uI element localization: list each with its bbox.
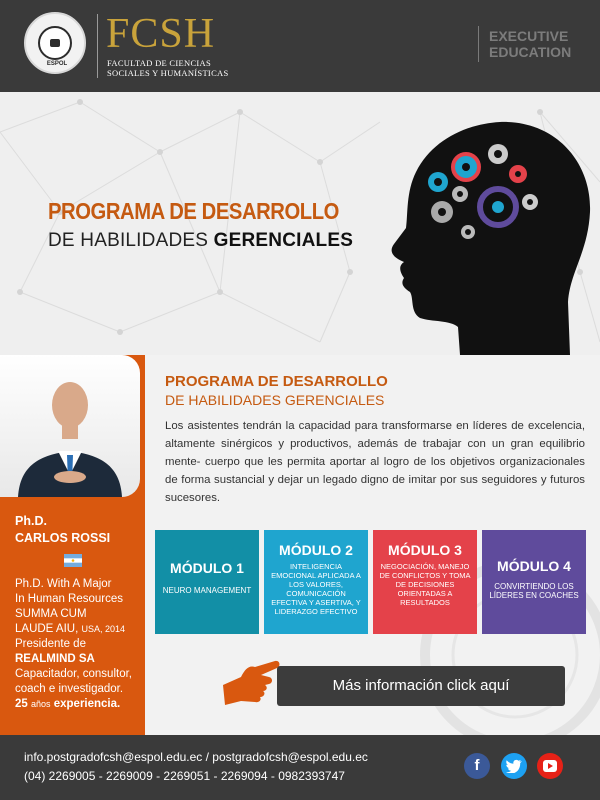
module-2-card[interactable]: [264, 530, 368, 634]
bio-experience: experiencia.: [53, 698, 121, 710]
module-description: NEGOCIACIÓN, MANEJO DE CONFLICTOS Y TOMA DE DECISIONES ORIENTADAS A RESULTADOS: [379, 562, 471, 607]
seal-text: ESPOL: [46, 61, 68, 67]
header-divider: [97, 14, 98, 78]
executive-line1: EXECUTIVE: [489, 28, 569, 44]
bio-line: [15, 652, 143, 667]
argentina-flag-icon: [64, 554, 82, 567]
facebook-icon[interactable]: f: [464, 753, 490, 779]
module-4-card[interactable]: [482, 530, 586, 634]
bio-line: Ph.D. With A Major: [15, 578, 112, 590]
executive-education-label: [489, 28, 571, 60]
bio-company: REALMIND SA: [15, 653, 95, 665]
bio-line: [15, 697, 143, 712]
youtube-icon[interactable]: [537, 753, 563, 779]
module-title: MÓDULO 3: [388, 542, 462, 558]
espol-seal-logo: [24, 12, 86, 74]
hero-title-plain: DE HABILIDADES: [48, 230, 209, 251]
bio-line-part-small: USA, 2014: [81, 624, 126, 634]
faculty-subtitle-line1: FACULTAD DE CIENCIAS: [107, 58, 212, 68]
bio-years: 25: [15, 698, 28, 710]
bio-years-label: años: [31, 699, 51, 709]
hero-title-bold: GERENCIALES: [213, 230, 354, 251]
faculty-subtitle-line2: SOCIALES Y HUMANÍSTICAS: [107, 68, 229, 78]
youtube-play-glyph: [543, 760, 557, 772]
module-description: INTELIGENCIA EMOCIONAL APLICADA A LOS VALORES, COMUNICACIÓN EFECTIVA Y ASERTIVA, Y LIDERAZGO EFECTIVO: [271, 562, 361, 616]
speaker-bio: [15, 577, 143, 712]
faculty-subtitle: [107, 58, 229, 78]
module-title: MÓDULO 2: [279, 542, 353, 558]
bio-line: [15, 622, 143, 637]
speaker-portrait: [0, 355, 140, 497]
twitter-bird-glyph: [506, 759, 522, 773]
hero-banner: [0, 92, 600, 355]
module-title: MÓDULO 4: [497, 558, 571, 574]
header-right-divider: [478, 26, 479, 62]
module-title: MÓDULO 1: [170, 560, 244, 576]
bio-line: Capacitador, consultor,: [15, 668, 132, 680]
speaker-photo: [0, 355, 140, 497]
content-title-line1: PROGRAMA DE DESARROLLO: [165, 373, 388, 390]
bio-line: In Human Resources: [15, 593, 124, 605]
module-description: CONVIRTIENDO LOS LÍDERES EN COACHES: [489, 582, 579, 600]
module-3-card[interactable]: [373, 530, 477, 634]
head-with-gears-icon: [380, 112, 600, 355]
content-title-line2: DE HABILIDADES GERENCIALES: [165, 392, 385, 408]
hero-title-line2: [48, 230, 353, 252]
seal-core: [50, 39, 60, 47]
module-1-card[interactable]: [155, 530, 259, 634]
bio-line: Presidente de: [15, 638, 86, 650]
pointing-hand-icon: [219, 655, 283, 711]
program-description: Los asistentes tendrán la capacidad para transformarse en líderes de excelencia, altamente sinérgicos y productivos, además de trabajar con un gran equilibrio mente- cuerpo que les permita aportar al logro de los objetivos organizacionales de forma sustancial y dejar un legado digno de imitar por sus seguidores y futuros sucesores.: [165, 420, 585, 504]
module-description: NEURO MANAGEMENT: [162, 586, 252, 595]
seal-emblem: [38, 26, 72, 60]
more-info-button[interactable]: Más información click aquí: [277, 666, 565, 706]
bio-line-part: LAUDE AIU,: [15, 623, 79, 635]
speaker-sidebar: [0, 355, 145, 735]
contact-phones: (04) 2269005 - 2269009 - 2269051 - 2269094 - 0982393747: [24, 769, 345, 783]
twitter-icon[interactable]: [501, 753, 527, 779]
bio-line: coach e investigador.: [15, 683, 124, 695]
speaker-name: CARLOS ROSSI: [15, 531, 111, 545]
fcsh-logo-text: FCSH: [106, 11, 216, 57]
hero-title-line1: PROGRAMA DE DESARROLLO: [48, 198, 339, 224]
executive-line2: EDUCATION: [489, 44, 572, 60]
bio-line: SUMMA CUM: [15, 608, 87, 620]
speaker-degree: Ph.D.: [15, 514, 47, 528]
contact-emails[interactable]: info.postgradofcsh@espol.edu.ec / postgradofcsh@espol.edu.ec: [24, 750, 368, 764]
footer: [0, 735, 600, 800]
header: [0, 0, 600, 92]
